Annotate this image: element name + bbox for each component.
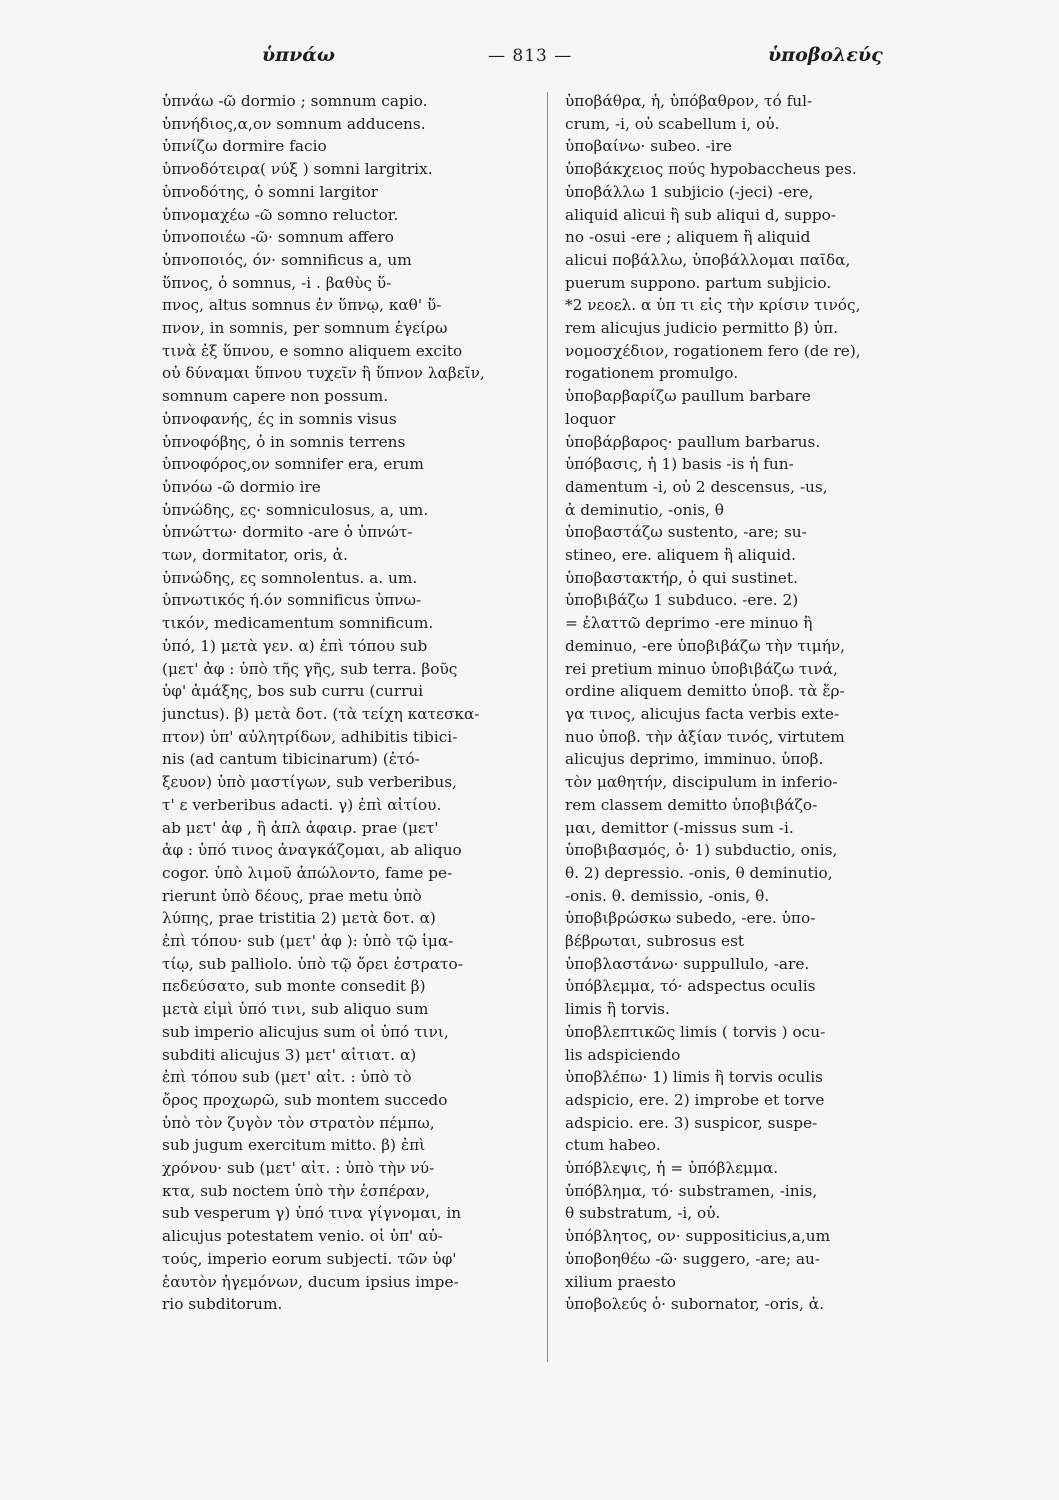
entry-line: ὑπόβλητος, ον· suppositicius,a,um bbox=[565, 1227, 831, 1246]
entry-line: ὑπό, 1) μετὰ γεν. α) ἐπὶ τόπου sub bbox=[162, 636, 428, 655]
entry-line: (μετ' ἀφ : ὑπὸ τῆς γῆς, sub terra. βοῦς bbox=[162, 659, 458, 678]
entry-line: ctum habeo. bbox=[565, 1136, 661, 1155]
entry-line: ὑποβάλλω 1 subjicio (-jeci) -ere, bbox=[565, 182, 814, 201]
page-number: — 813 — bbox=[488, 46, 573, 66]
entry-line: nis (ad cantum tibicinarum) (ἐτό- bbox=[162, 750, 420, 769]
entry-line: ὑπνώδης, ες somnolentus. a. um. bbox=[162, 568, 418, 587]
entry-line: θ. 2) depressio. -onis, θ deminutio, bbox=[565, 863, 833, 882]
entry-line: rogationem promulgo. bbox=[565, 364, 739, 383]
entry-line: ὑποβλέπω· 1) limis ἢ torvis oculis bbox=[565, 1068, 823, 1087]
entry-line: ὄρος προχωρῶ, sub montem succedo bbox=[162, 1090, 448, 1109]
entry-line: adspicio, ere. 2) improbe et torve bbox=[565, 1090, 825, 1109]
entry-line: ὑπνώδης, ες· somniculosus, a, um. bbox=[162, 500, 429, 519]
entry-line: ὑπνοφόρος,ον somnifer era, erum bbox=[162, 455, 424, 474]
entry-line: sub imperio alicujus sum οἱ ὑπό τινι, bbox=[162, 1022, 449, 1041]
entry-line: ὑποβλεπτικῶς limis ( torvis ) ocu- bbox=[565, 1022, 826, 1041]
entry-line: ὑπνάω -ῶ dormio ; somnum capio. bbox=[162, 92, 428, 110]
entry-line: ἀφ : ὑπό τινος ἀναγκάζομαι, ab aliquo bbox=[162, 841, 462, 860]
right-column bbox=[565, 90, 937, 1450]
column-divider bbox=[547, 92, 548, 1362]
entry-line: no -osui -ere ; aliquem ἢ aliquid bbox=[565, 228, 811, 247]
entry-line: ὑποβιβρώσκω subedo, -ere. ὑπο- bbox=[565, 909, 816, 928]
entry-line: ὑφ' ἁμάξης, bos sub curru (currui bbox=[162, 682, 424, 701]
entry-line: ὑπνοδότης, ὁ somni largitor bbox=[162, 182, 379, 201]
entry-line: ὑποβλαστάνω· suppullulo, -are. bbox=[565, 954, 810, 973]
entry-line: deminuo, -ere ὑποβιβάζω τὴν τιμήν, bbox=[565, 636, 846, 655]
entry-line: ὑπνίζω dormire facio bbox=[162, 137, 327, 156]
entry-line: ὑπνοφόβης, ὁ in somnis terrens bbox=[162, 432, 406, 451]
entry-line: ὑπόβλημα, τό· substramen, -inis, bbox=[565, 1181, 818, 1200]
entry-line: ὕπνος, ὁ somnus, -i . βαθὺς ὕ- bbox=[162, 273, 392, 292]
entry-line: cogor. ὑπὸ λιμοῦ ἀπώλοντο, fame pe- bbox=[162, 863, 453, 882]
entry-line: ὑπνωτικός ή.όν somnificus ὑπνω- bbox=[162, 591, 422, 610]
entry-line: ὑποβάρβαρος· paullum barbarus. bbox=[565, 432, 821, 451]
entry-line: alicui ποβάλλω, ὑποβάλλομαι παῖδα, bbox=[565, 250, 851, 269]
entry-line: θ substratum, -i, οὐ. bbox=[565, 1204, 721, 1223]
entry-line: ὑποβαρβαρίζω paullum barbare bbox=[565, 387, 811, 406]
entry-line: ὑποβάθρα, ἡ, ὑπόβαθρον, τό ful- bbox=[565, 92, 813, 110]
entry-line: χρόνου· sub (μετ' αἰτ. : ὑπὸ τὴν νύ- bbox=[162, 1159, 435, 1178]
entry-line: ὑποβοηθέω -ῶ· suggero, -are; au- bbox=[565, 1249, 821, 1268]
entry-line: subditi alicujus 3) μετ' αἰτιατ. α) bbox=[162, 1045, 417, 1064]
entry-line: ὑπὸ τὸν ζυγὸν τὸν στρατὸν πέμπω, bbox=[162, 1113, 435, 1132]
entry-line: ordine aliquem demitto ὑποβ. τὰ ἔρ- bbox=[565, 682, 845, 701]
entry-line: limis ἢ torvis. bbox=[565, 1000, 670, 1019]
entry-line: ὑπνομαχέω -ῶ somno reluctor. bbox=[162, 205, 399, 224]
entry-line: οὐ δύναμαι ὕπνου τυχεῖν ἢ ὕπνον λαβεῖν, bbox=[162, 364, 485, 383]
entry-line: -onis. θ. demissio, -onis, θ. bbox=[565, 886, 770, 905]
entry-line: τὸν μαθητήν, discipulum in inferio- bbox=[565, 773, 838, 792]
entry-line: *2 νεοελ. α ὑπ τι εἰς τὴν κρίσιν τινός, bbox=[565, 296, 861, 315]
entry-line: puerum suppono. partum subjicio. bbox=[565, 273, 832, 292]
entry-line: ὑποβολεύς ὁ· subornator, -oris, ἀ. bbox=[565, 1295, 824, 1314]
entry-line: κτα, sub noctem ὑπὸ τὴν ἑσπέραν, bbox=[162, 1181, 430, 1200]
entry-line: ἑαυτὸν ἡγεμόνων, ducum ipsius impe- bbox=[162, 1272, 459, 1291]
entry-line: μαι, demittor (-missus sum -i. bbox=[565, 818, 794, 837]
entry-line: τικόν, medicamentum somnificum. bbox=[162, 614, 434, 633]
entry-line: ab μετ' ἀφ , ἢ ἀπλ ἀφαιρ. prae (μετ' bbox=[162, 818, 439, 837]
entry-line: ὑποβαστακτήρ, ὁ qui sustinet. bbox=[565, 568, 798, 587]
entry-line: aliquid alicui ἢ sub aliqui d, suppo- bbox=[565, 205, 837, 224]
entry-line: πεδεύσατο, sub monte consedit β) bbox=[162, 977, 426, 996]
entry-line: rierunt ὑπὸ δέους, prae metu ὑπὸ bbox=[162, 886, 422, 905]
entry-line: rem alicujus judicio permitto β) ὑπ. bbox=[565, 319, 838, 338]
entry-line: lis adspiciendo bbox=[565, 1045, 681, 1064]
entry-line: xilium praesto bbox=[565, 1272, 677, 1291]
last-headword: ὑποβολεύς bbox=[768, 44, 883, 66]
entry-line: loquor bbox=[565, 409, 616, 428]
entry-line: βέβρωται, subrosus est bbox=[565, 932, 745, 951]
entry-line: ὑποβαστάζω sustento, -are; su- bbox=[565, 523, 807, 542]
entry-line: ὑποβαίνω· subeo. -ire bbox=[565, 137, 732, 156]
entry-line: πτον) ὑπ' αὐλητρίδων, adhibitis tibici- bbox=[162, 727, 458, 746]
entry-line: ὑπνοφανής, ές in somnis visus bbox=[162, 409, 397, 428]
entry-line: γα τινος, alicujus facta verbis exte- bbox=[565, 704, 840, 723]
left-column bbox=[162, 90, 536, 1450]
entry-line: rem classem demitto ὑποβιβάζο- bbox=[565, 795, 818, 814]
entry-line: sub jugum exercitum mitto. β) ἐπὶ bbox=[162, 1136, 426, 1155]
entry-line: πνον, in somnis, per somnum ἐγείρω bbox=[162, 319, 448, 338]
entry-line: alicujus deprimo, imminuo. ὑποβ. bbox=[565, 750, 824, 769]
entry-line: ὑπνοποιός, όν· somnificus a, um bbox=[162, 250, 412, 269]
entry-line: ἀ deminutio, -onis, θ bbox=[565, 500, 725, 519]
entry-line: damentum -i, οὐ 2 descensus, -us, bbox=[565, 477, 828, 496]
entry-line: των, dormitator, oris, ἀ. bbox=[162, 546, 348, 565]
entry-line: ἐπὶ τόπου· sub (μετ' ἀφ ): ὑπὸ τῷ ἱμα- bbox=[162, 932, 454, 951]
first-headword: ὑπνάω bbox=[262, 44, 335, 66]
entry-line: rio subditorum. bbox=[162, 1295, 283, 1314]
entry-line: ὑπνώττω· dormito -are ὁ ὑπνώτ- bbox=[162, 523, 413, 542]
entry-line: ὑπνήδιος,α,ον somnum adducens. bbox=[162, 114, 426, 133]
entry-line: μετὰ εἰμὶ ὑπό τινι, sub aliquo sum bbox=[162, 1000, 429, 1019]
entry-line: ὑποβάκχειος πούς hypobaccheus pes. bbox=[565, 160, 857, 179]
entry-line: alicujus potestatem venio. οἱ ὑπ' αὐ- bbox=[162, 1227, 443, 1246]
entry-line: ὑπνοδότειρα( νύξ ) somni largitrix. bbox=[162, 160, 433, 179]
entry-line: ὑπόβλεψις, ἡ = ὑπόβλεμμα. bbox=[565, 1159, 779, 1178]
entry-line: adspicio. ere. 3) suspicor, suspe- bbox=[565, 1113, 818, 1132]
entry-line: ἐπὶ τόπου sub (μετ' αἰτ. : ὑπὸ τὸ bbox=[162, 1068, 412, 1087]
entry-line: somnum capere non possum. bbox=[162, 387, 389, 406]
entry-line: πνος, altus somnus ἐν ὕπνῳ, καθ' ὕ- bbox=[162, 296, 442, 315]
entry-line: junctus). β) μετὰ δοτ. (τὰ τείχη κατεσκα- bbox=[162, 704, 480, 723]
entry-line: stineo, ere. aliquem ἢ aliquid. bbox=[565, 546, 796, 565]
entry-line: λύπης, prae tristitia 2) μετὰ δοτ. α) bbox=[162, 909, 436, 928]
page-header bbox=[0, 40, 1059, 80]
entry-line: rei pretium minuo ὑποβιβάζω τινά, bbox=[565, 659, 838, 678]
entry-line: νομοσχέδιον, rogationem fero (de re), bbox=[565, 341, 861, 360]
entry-line: ὑποβιβασμός, ὁ· 1) subductio, onis, bbox=[565, 841, 838, 860]
entry-line: τίῳ, sub palliolo. ὑπὸ τῷ ὄρει ἐστρατο- bbox=[162, 954, 463, 973]
entry-line: ὑποβιβάζω 1 subduco. -ere. 2) bbox=[565, 591, 799, 610]
entry-line: sub vesperum γ) ὑπό τινα γίγνομαι, in bbox=[162, 1204, 462, 1223]
entry-line: τ' ε verberibus adacti. γ) ἐπὶ αἰτίου. bbox=[162, 795, 442, 814]
entry-line: ὑπνόω -ῶ dormio ire bbox=[162, 477, 321, 496]
entry-line: = ἐλαττῶ deprimo -ere minuo ἢ bbox=[565, 614, 813, 633]
entry-line: ξευον) ὑπὸ μαστίγων, sub verberibus, bbox=[162, 773, 457, 792]
entry-line: τούς, imperio eorum subjecti. τῶν ὑφ' bbox=[162, 1249, 457, 1268]
entry-line: ὑπνοποιέω -ῶ· somnum affero bbox=[162, 228, 394, 247]
entry-line: τινὰ ἐξ ὕπνου, e somno aliquem excito bbox=[162, 341, 463, 360]
entry-line: nuo ὑποβ. τὴν ἀξίαν τινός, virtutem bbox=[565, 727, 845, 746]
entry-line: ὑπόβλεμμα, τό· adspectus oculis bbox=[565, 977, 816, 996]
entry-line: crum, -i, οὐ scabellum i, οὐ. bbox=[565, 114, 780, 133]
entry-line: ὑπόβασις, ἡ 1) basis -is ἡ fun- bbox=[565, 455, 794, 474]
